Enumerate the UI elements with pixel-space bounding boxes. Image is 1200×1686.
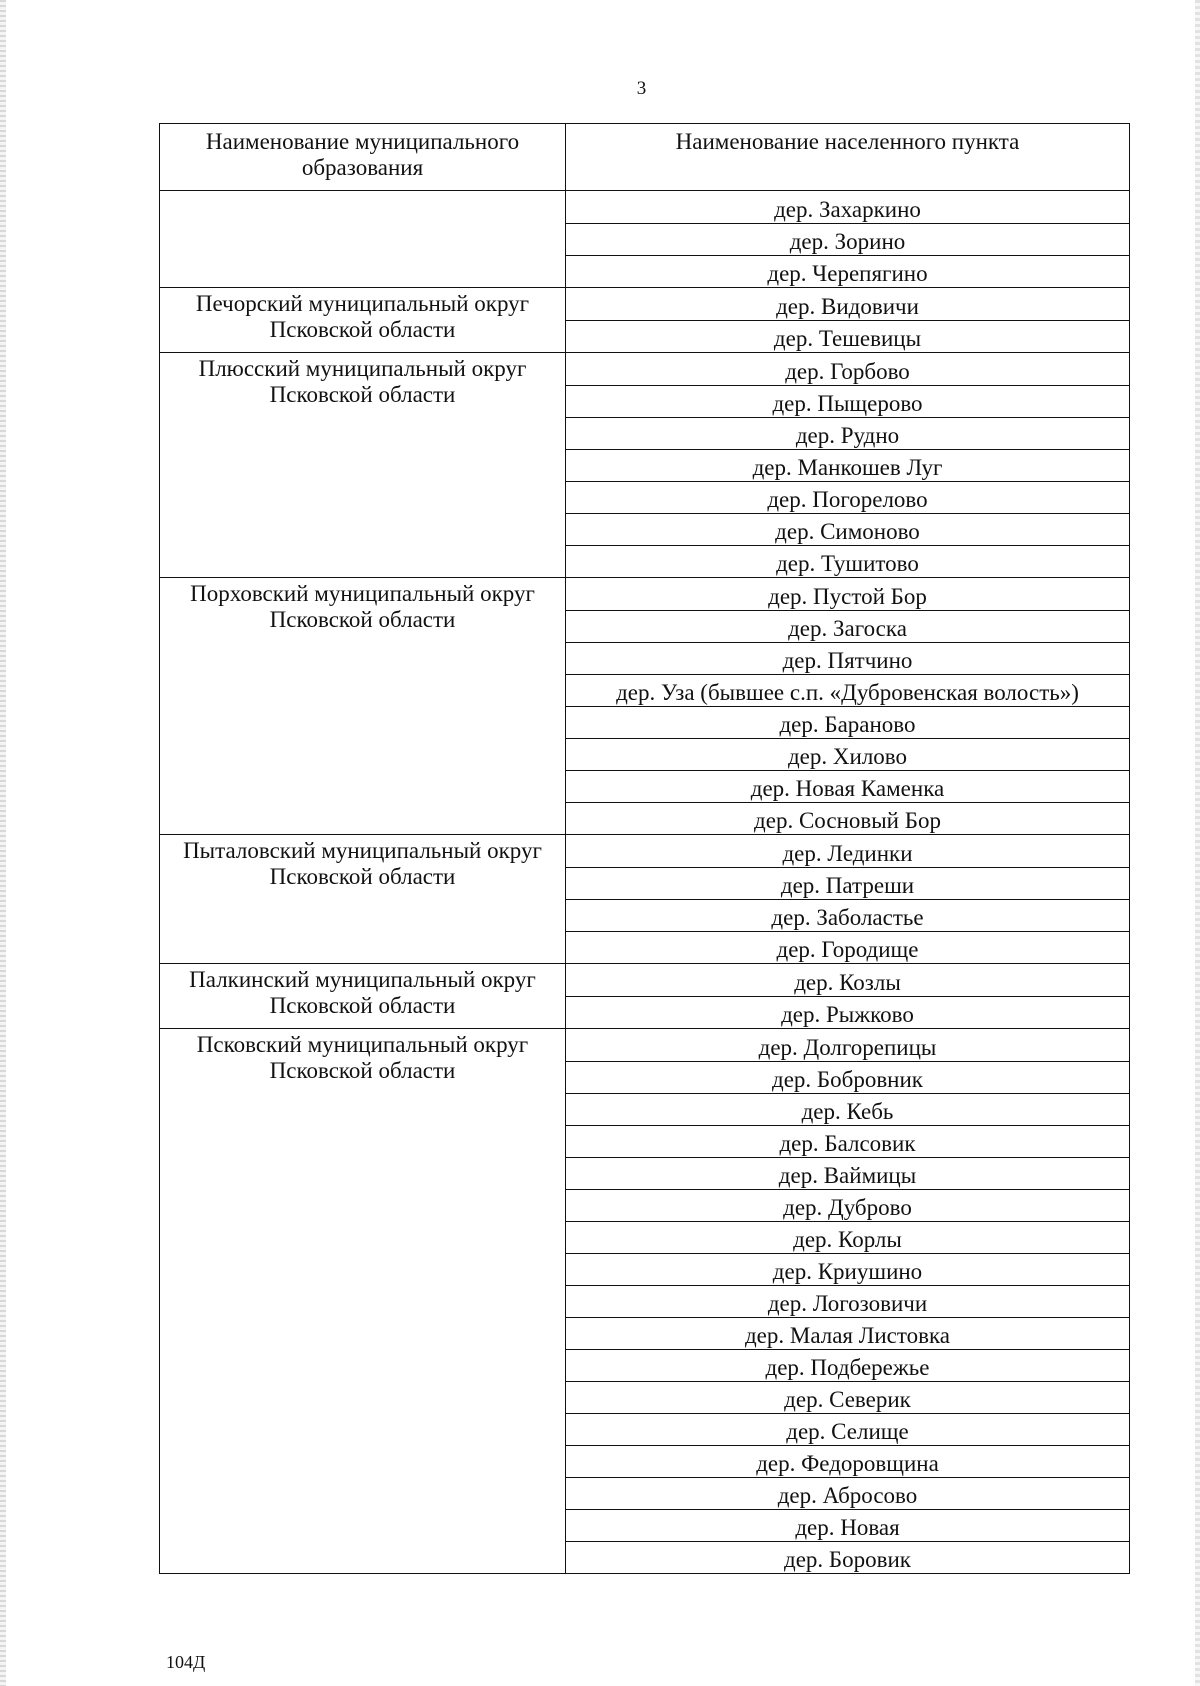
settlement-cell: дер. Селище: [566, 1414, 1130, 1446]
settlement-cell: дер. Загоска: [566, 611, 1130, 643]
table-row: [160, 964, 1130, 997]
settlement-cell: дер. Подбережье: [566, 1350, 1130, 1382]
settlement-cell: дер. Абросово: [566, 1478, 1130, 1510]
settlement-cell: дер. Видовичи: [566, 288, 1130, 321]
scan-edge-left: [0, 0, 6, 1686]
settlement-cell: дер. Лединки: [566, 835, 1130, 868]
settlement-cell: дер. Бобровник: [566, 1062, 1130, 1094]
settlement-cell: дер. Уза (бывшее с.п. «Дубровенская волость»): [566, 675, 1130, 707]
settlement-cell: дер. Тешевицы: [566, 321, 1130, 353]
settlement-cell: дер. Бараново: [566, 707, 1130, 739]
header-settlement: Наименование населенного пункта: [566, 124, 1130, 191]
municipality-cell: Палкинский муниципальный округ Псковской области: [160, 964, 566, 1029]
settlement-cell: дер. Погорелово: [566, 482, 1130, 514]
table-row: [160, 191, 1130, 224]
settlement-cell: дер. Черепягино: [566, 256, 1130, 288]
scan-edge-right: [1195, 0, 1200, 1686]
settlement-cell: дер. Пятчино: [566, 643, 1130, 675]
settlement-cell: дер. Горбово: [566, 353, 1130, 386]
settlement-cell: дер. Патреши: [566, 868, 1130, 900]
table-row: [160, 835, 1130, 868]
settlement-cell: дер. Рудно: [566, 418, 1130, 450]
settlement-cell: дер. Долгорепицы: [566, 1029, 1130, 1062]
municipality-cell: Печорский муниципальный округ Псковской области: [160, 288, 566, 353]
settlement-cell: дер. Сосновый Бор: [566, 803, 1130, 835]
settlement-cell: дер. Зорино: [566, 224, 1130, 256]
page-number: 3: [636, 78, 647, 99]
document-code: 104Д: [166, 1652, 206, 1672]
municipality-cell: Плюсский муниципальный округ Псковской области: [160, 353, 566, 578]
settlement-cell: дер. Корлы: [566, 1222, 1130, 1254]
settlement-cell: дер. Пыщерово: [566, 386, 1130, 418]
table-row: [160, 288, 1130, 321]
table-row: [160, 1029, 1130, 1062]
settlement-cell: дер. Балсовик: [566, 1126, 1130, 1158]
table-row: [160, 353, 1130, 386]
settlement-cell: дер. Пустой Бор: [566, 578, 1130, 611]
settlement-cell: дер. Логозовичи: [566, 1286, 1130, 1318]
settlement-cell: дер. Захаркино: [566, 191, 1130, 224]
settlement-cell: дер. Малая Листовка: [566, 1318, 1130, 1350]
settlement-cell: дер. Новая: [566, 1510, 1130, 1542]
settlement-cell: дер. Дуброво: [566, 1190, 1130, 1222]
settlement-cell: дер. Манкошев Луг: [566, 450, 1130, 482]
settlement-cell: дер. Заболастье: [566, 900, 1130, 932]
settlement-cell: дер. Ваймицы: [566, 1158, 1130, 1190]
settlement-cell: дер. Криушино: [566, 1254, 1130, 1286]
settlements-table: [159, 123, 1130, 1574]
table-header-row: [160, 124, 1130, 191]
municipality-cell: Порховский муниципальный округ Псковской области: [160, 578, 566, 835]
municipality-cell: [160, 191, 566, 288]
settlement-cell: дер. Тушитово: [566, 546, 1130, 578]
settlement-cell: дер. Северик: [566, 1382, 1130, 1414]
settlement-cell: дер. Городище: [566, 932, 1130, 964]
table-row: [160, 578, 1130, 611]
settlement-cell: дер. Новая Каменка: [566, 771, 1130, 803]
settlement-cell: дер. Рыжково: [566, 997, 1130, 1029]
settlement-cell: дер. Кебь: [566, 1094, 1130, 1126]
table-body: [160, 191, 1130, 1574]
settlement-cell: дер. Хилово: [566, 739, 1130, 771]
settlement-cell: дер. Боровик: [566, 1542, 1130, 1574]
header-municipality: Наименование муниципального образования: [160, 124, 566, 191]
settlement-cell: дер. Федоровщина: [566, 1446, 1130, 1478]
settlement-cell: дер. Козлы: [566, 964, 1130, 997]
settlement-cell: дер. Симоново: [566, 514, 1130, 546]
municipality-cell: Пыталовский муниципальный округ Псковской области: [160, 835, 566, 964]
municipality-cell: Псковский муниципальный округ Псковской области: [160, 1029, 566, 1574]
